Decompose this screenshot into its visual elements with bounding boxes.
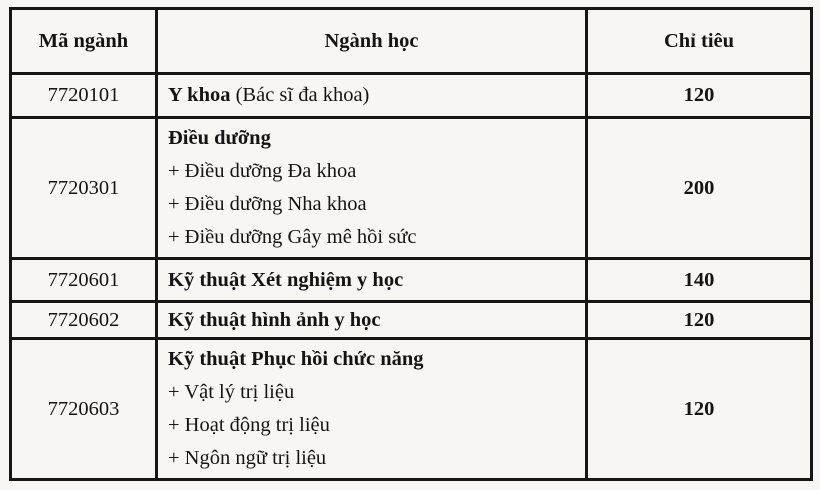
- major-quota: 120: [587, 74, 812, 118]
- major-name-bold: Kỹ thuật Phục hồi chức năng: [168, 348, 424, 370]
- major-name: [157, 259, 587, 302]
- major-name: [157, 302, 587, 339]
- table-header-row: [11, 9, 812, 74]
- major-code: 7720603: [11, 339, 157, 480]
- admission-quota-table: [9, 7, 813, 481]
- header-quota: Chỉ tiêu: [587, 9, 812, 74]
- major-name-bold: Điều dưỡng: [168, 127, 271, 149]
- major-code: 7720301: [11, 118, 157, 259]
- major-name-bold: Kỹ thuật hình ảnh y học: [168, 308, 381, 331]
- header-major-name: Ngành học: [157, 9, 587, 74]
- table-row: [11, 74, 812, 118]
- specialization-item: + Vật lý trị liệu: [168, 381, 295, 403]
- specialization-item: + Điều dưỡng Gây mê hồi sức: [168, 226, 417, 248]
- major-code: 7720601: [11, 259, 157, 302]
- specialization-item: + Ngôn ngữ trị liệu: [168, 447, 327, 469]
- major-code: 7720101: [11, 74, 157, 118]
- major-name: [157, 118, 587, 259]
- specialization-item: + Hoạt động trị liệu: [168, 414, 330, 436]
- major-code: 7720602: [11, 302, 157, 339]
- specialization-item: + Điều dưỡng Đa khoa: [168, 160, 357, 182]
- specialization-item: + Điều dưỡng Nha khoa: [168, 193, 367, 215]
- major-name-bold: Kỹ thuật Xét nghiệm y học: [168, 268, 404, 291]
- table-row: [11, 302, 812, 339]
- major-name-bold: Y khoa: [168, 84, 231, 106]
- table-row: [11, 339, 812, 480]
- major-quota: 120: [587, 339, 812, 480]
- major-quota: 140: [587, 259, 812, 302]
- major-name: [157, 74, 587, 118]
- major-quota: 200: [587, 118, 812, 259]
- header-major-code: Mã ngành: [11, 9, 157, 74]
- major-name: [157, 339, 587, 480]
- table-row: [11, 118, 812, 259]
- table-row: [11, 259, 812, 302]
- major-quota: 120: [587, 302, 812, 339]
- major-name-note: (Bác sĩ đa khoa): [230, 84, 370, 106]
